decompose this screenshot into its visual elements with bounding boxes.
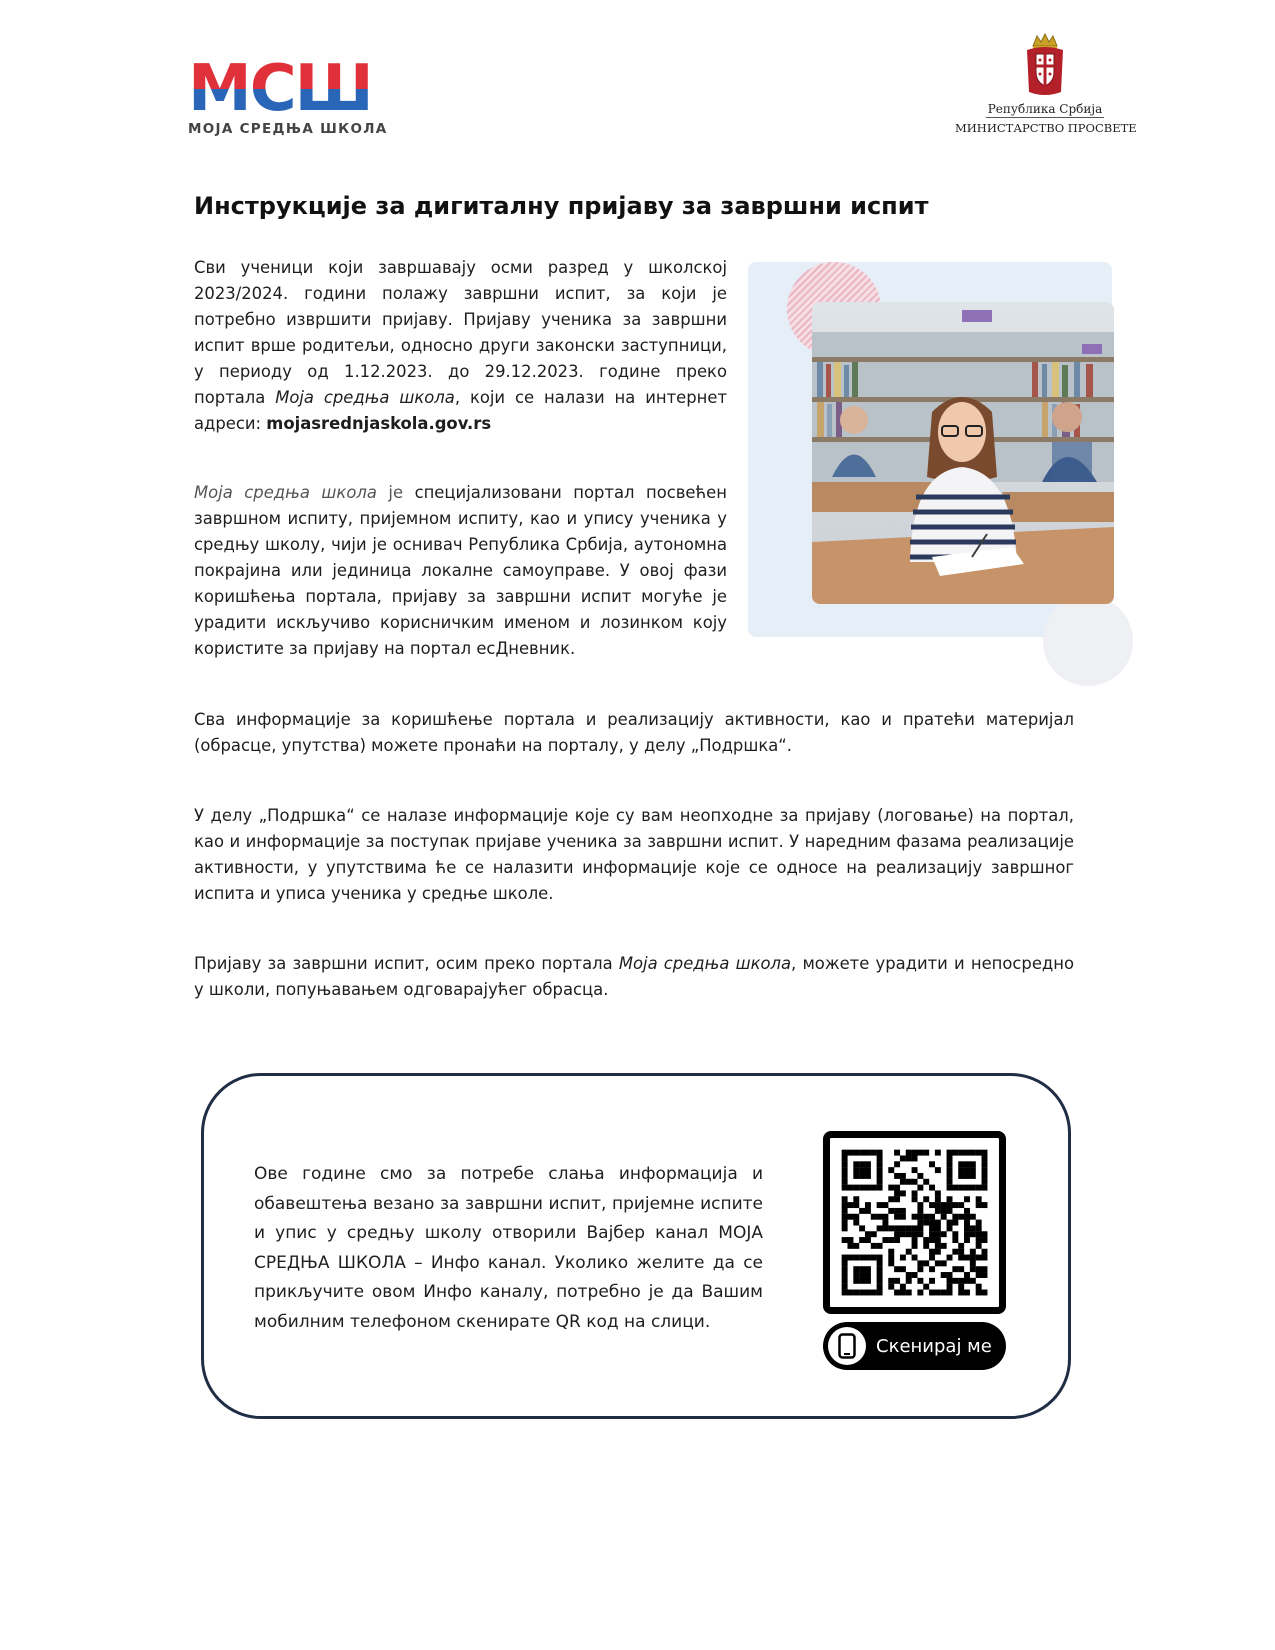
paragraph-text: , можете урадити и непосредно у школи, попуњавањем одговарајућег обрасца. (194, 954, 1074, 999)
page-title: Инструкције за дигиталну пријаву за завршни испит (194, 192, 929, 220)
paragraph-text: , који се налази на интернет адреси: (194, 388, 727, 433)
portal-name: Моја средња школа (275, 388, 455, 407)
paragraph-text: специјализовани портал посвећен завршном испиту, пријемном испиту, као и упису ученика у средњу школу, чији је оснивач Република Србија, аутономна покрајина или јединица локалне самоуправе. У овој фази коришћења портала, пријаву за завршни испит могуће је урадити искључиво корисничким именом и лозинком коју користите за пријаву на портал есДневник. (194, 483, 727, 658)
qr-code[interactable] (823, 1131, 1006, 1314)
msh-logo (188, 52, 388, 137)
phone-icon (838, 1333, 856, 1359)
ministry-name: МИНИСТАРСТВО ПРОСВЕТЕ (955, 121, 1137, 135)
scan-me-label: Скенирај ме (876, 1335, 992, 1357)
logo-mark (188, 52, 388, 126)
decorative-circle (1043, 596, 1133, 686)
portal-name: Моја средња школа (194, 483, 377, 502)
logo-letter: Ш (294, 52, 372, 126)
paragraph-support: Сва информације за коришћење портала и реализацију активности, као и пратећи материјал (обрасце, упутства) можете пронаћи на порталу, у делу „Подршка“. (194, 710, 1074, 755)
ministry-republic: Република Србија (987, 102, 1103, 116)
ministry-emblem (955, 32, 1135, 135)
scan-me-button[interactable] (823, 1322, 1006, 1370)
paragraph-text: Сви ученици који завршавају осми разред у школској 2023/2024. години полажу завршни испит, за који је потребно извршити пријаву. Пријаву ученика за завршни испит врше родитељи, односно други законски заступници, у периоду од 1.12.2023. до 29.12.2023. године преко портала (194, 258, 727, 407)
paragraph-support-details: У делу „Подршка“ се налазе информације које су вам неопходне за пријаву (логовање) на портал, као и информације за поступак пријаве ученика за завршни испит. У наредним фазама реализације активности, у упутствима ће се налазити информације које се односе на реализацију завршног испита и уписа ученика у средње школе. (194, 806, 1074, 903)
paragraph-portal (194, 480, 727, 662)
logo-letter: С (249, 52, 295, 126)
viber-info-text: Ове године смо за потребе слања информација и обавештења везано за завршни испит, пријемне испите и упис у средњу школу отворили Вајбер канал МОЈА СРЕДЊА ШКОЛА – Инфо канал. Уколико желите да се прикључите овом Инфо каналу, потребно је да Вашим мобилним телефоном скенирате QR код на слици. (254, 1164, 763, 1332)
coat-of-arms-icon (1023, 32, 1067, 98)
logo-letter: М (188, 52, 250, 126)
paragraph-text: је (376, 483, 404, 502)
students-exam-photo (812, 302, 1114, 604)
qr-code-pattern (830, 1138, 999, 1307)
paragraph-text: Пријаву за завршни испит, осим преко портала (194, 954, 619, 973)
paragraph-school-option (194, 951, 1074, 1003)
portal-name: Моја средња школа (618, 954, 792, 973)
paragraph-intro (194, 255, 727, 437)
portal-url: mojasrednjaskola.gov.rs (266, 414, 492, 433)
logo-tagline: МОЈА СРЕДЊА ШКОЛА (188, 121, 388, 137)
phone-icon-wrap (828, 1327, 866, 1365)
